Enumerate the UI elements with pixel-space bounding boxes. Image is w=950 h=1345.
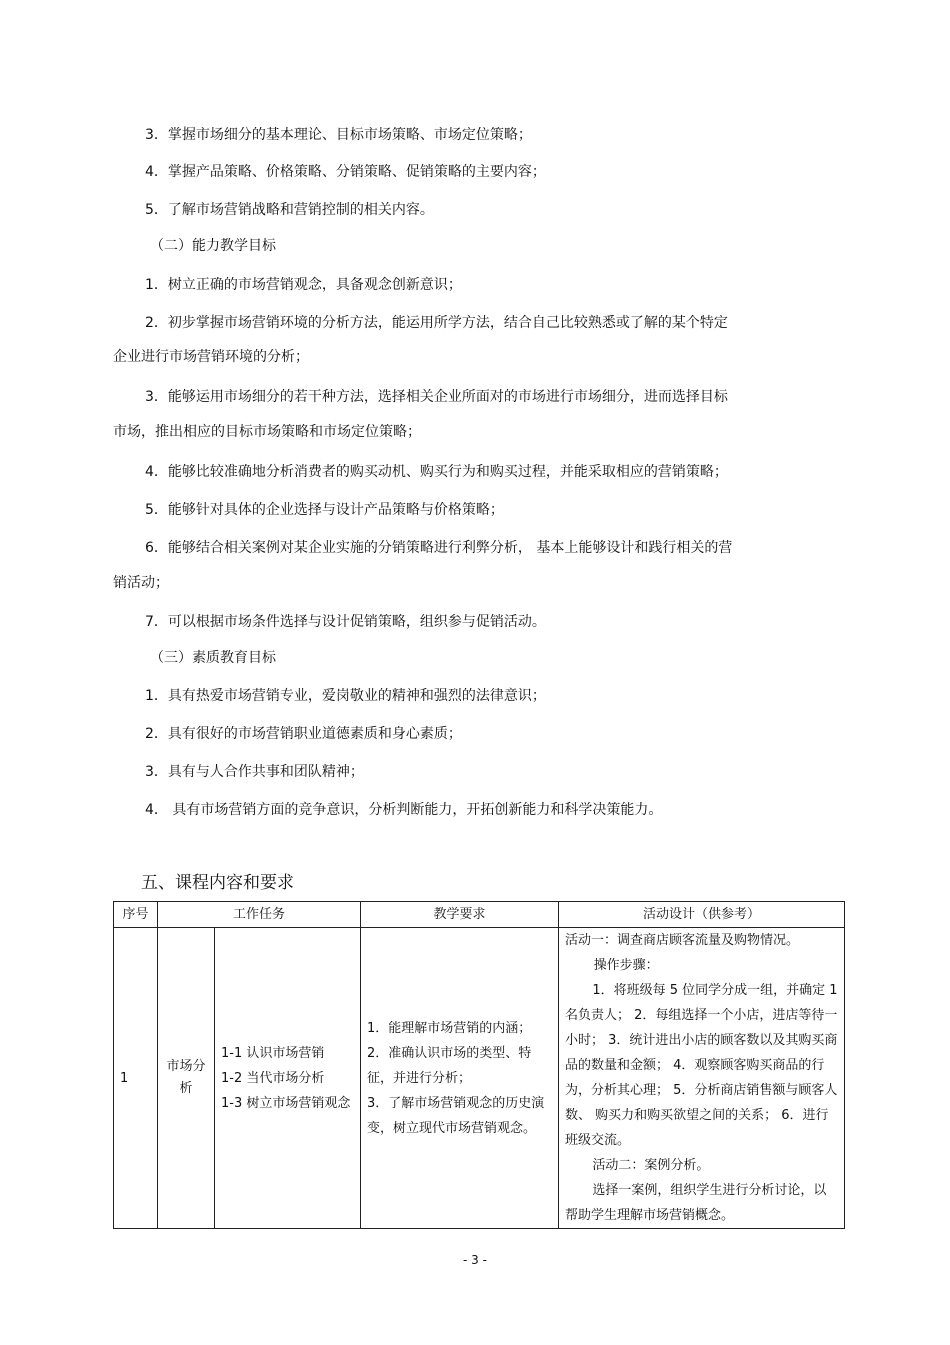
table-row [114, 928, 845, 1229]
requirement: 2．准确认识市场的类型、特征，并进行分析； [367, 1045, 532, 1086]
ability-item: 6．能够结合相关案例对某企业实施的分销策略进行利弊分析， 基本上能够设计和践行相关的营 [145, 540, 733, 556]
row-subtasks [215, 928, 361, 1229]
table-header-row [114, 902, 845, 928]
page-number: - 3 - [463, 1253, 487, 1267]
ability-item: 4．能够比较准确地分析消费者的购买动机、购买行为和购买过程，并能采取相应的营销策略； [145, 464, 728, 480]
quality-item: 2．具有很好的市场营销职业道德素质和身心素质； [145, 726, 462, 742]
ability-heading: （二）能力教学目标 [150, 238, 276, 254]
ability-item: 2．初步掌握市场营销环境的分析方法，能运用所学方法，结合自己比较熟悉或了解的某个特定 [145, 315, 728, 331]
subtask: 1-1 认识市场营销 [221, 1045, 325, 1061]
activity-two-desc: 选择一案例，组织学生进行分析讨论，以帮助学生理解市场营销概念。 [565, 1183, 827, 1223]
quality-item: 4． 具有市场营销方面的竞争意识，分析判断能力，开拓创新能力和科学决策能力。 [145, 802, 663, 818]
quality-item: 3．具有与人合作共事和团队精神； [145, 764, 364, 780]
quality-item: 1．具有热爱市场营销专业，爱岗敬业的精神和强烈的法律意识； [145, 688, 546, 704]
requirement: 1．能理解市场营销的内涵； [367, 1020, 532, 1036]
row-task: 市场分析 [158, 928, 215, 1229]
activity-steps: 1．将班级每 5 位同学分成一组，并确定 1 名负责人； 2．每组选择一个小店，进店等待一小时； 3．统计进出小店的顾客数以及其购买商品的数量和金额； 4．观察顾客购买商品的行为，分析其心理； 5．分析商店销售额与顾客人数、 购买力和购买欲望之间的关系； 6．进行班级交流。 [565, 983, 838, 1148]
subtask: 1-2 当代市场分析 [221, 1070, 325, 1086]
knowledge-item-4: 4．掌握产品策略、价格策略、分销策略、促销策略的主要内容； [145, 164, 546, 180]
knowledge-item-5: 5．了解市场营销战略和营销控制的相关内容。 [145, 202, 434, 218]
activity-steps-label: 操作步骤： [593, 958, 659, 973]
activity-one-title: 活动一：调查商店顾客流量及购物情况。 [565, 933, 800, 948]
ability-item-cont: 销活动； [113, 575, 169, 591]
ability-item: 1．树立正确的市场营销观念，具备观念创新意识； [145, 277, 462, 293]
ability-item: 5．能够针对具体的企业选择与设计产品策略与价格策略； [145, 502, 504, 518]
knowledge-item-3: 3．掌握市场细分的基本理论、目标市场策略、市场定位策略； [145, 127, 532, 143]
activity-two-title: 活动二：案例分析。 [592, 1158, 710, 1173]
subtask: 1-3 树立市场营销观念 [221, 1095, 351, 1111]
header-task: 工作任务 [158, 902, 361, 928]
course-content-table [113, 901, 845, 1229]
header-number: 序号 [114, 902, 158, 928]
row-requirements [361, 928, 559, 1229]
header-requirements: 教学要求 [361, 902, 559, 928]
ability-item: 7．可以根据市场条件选择与设计促销策略，组织参与促销活动。 [145, 614, 546, 630]
ability-item: 3．能够运用市场细分的若干种方法，选择相关企业所面对的市场进行市场细分，进而选择目标 [145, 389, 728, 405]
section-heading: 五、课程内容和要求 [141, 873, 294, 893]
ability-item-cont: 市场，推出相应的目标市场策略和市场定位策略； [113, 424, 421, 440]
ability-item-cont: 企业进行市场营销环境的分析； [113, 349, 309, 365]
quality-heading: （三）素质教育目标 [150, 650, 276, 666]
row-activity [559, 928, 845, 1229]
header-activity: 活动设计（供参考） [559, 902, 845, 928]
row-number: 1 [114, 928, 158, 1229]
requirement: 3．了解市场营销观念的历史演变，树立现代市场营销观念。 [367, 1095, 545, 1136]
